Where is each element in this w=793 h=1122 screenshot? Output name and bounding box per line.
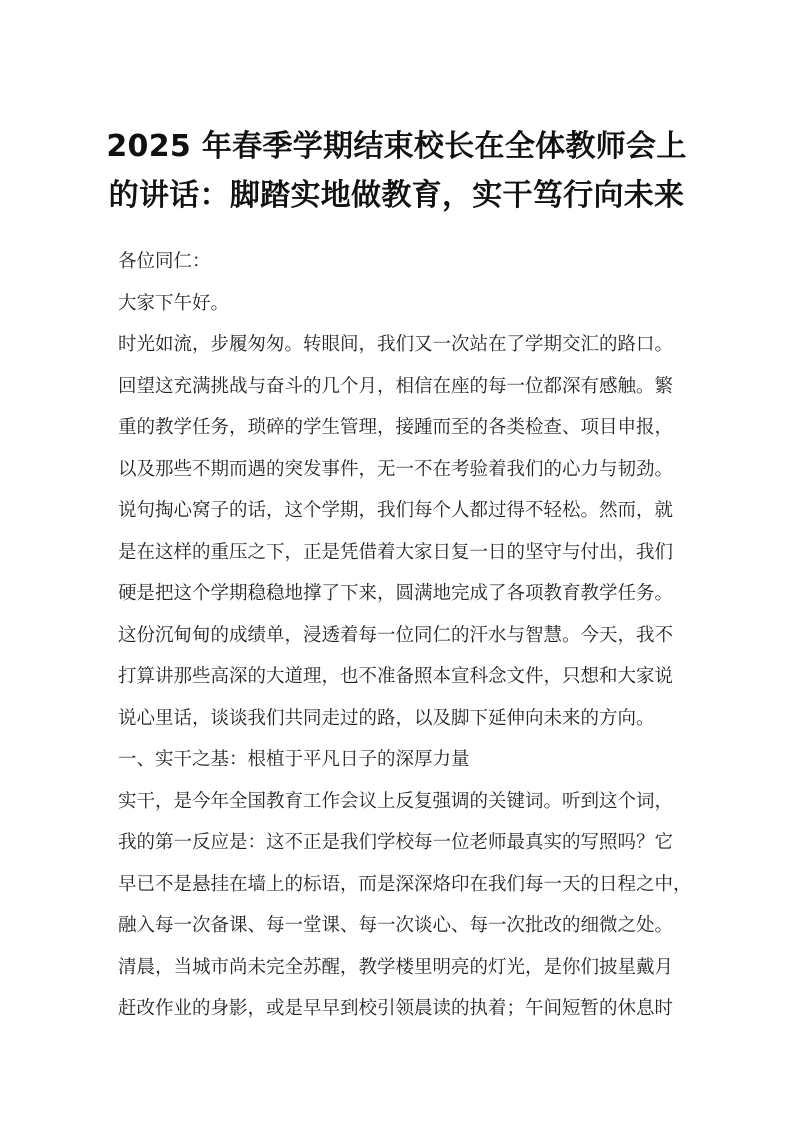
body-text-line: 大家下午好。	[118, 292, 230, 314]
body-text-line: 说心里话，谈谈我们共同走过的路，以及脚下延伸向未来的方向。	[118, 707, 655, 729]
body-text-line: 硬是把这个学期稳稳地撑了下来，圆满地完成了各项教育教学任务。	[118, 583, 674, 604]
body-text-line: 早已不是悬挂在墙上的标语，而是深深烙印在我们每一天的日程之中，	[118, 873, 692, 895]
document-title-line-2: 的讲话：脚踏实地做教育，实干笃行向未来	[108, 178, 685, 213]
body-text-line: 融入每一次备课、每一堂课、每一次谈心、每一次批改的细微之处。	[118, 915, 674, 936]
body-text-line: 实干，是今年全国教育工作会议上反复强调的关键词。听到这个词，	[118, 790, 674, 812]
body-text-line: 说句掏心窝子的话，这个学期，我们每个人都过得不轻松。然而，就	[118, 500, 674, 521]
section-heading: 一、实干之基：根植于平凡日子的深厚力量	[118, 749, 470, 770]
body-text-line: 清晨，当城市尚未完全苏醒，教学楼里明亮的灯光，是你们披星戴月	[118, 956, 674, 978]
document-body	[118, 248, 692, 1037]
body-text-line: 回望这充满挑战与奋斗的几个月，相信在座的每一位都深有感触。繁	[118, 375, 674, 397]
body-text-line: 赶改作业的身影，或是早早到校引领晨读的执着；午间短暂的休息时	[118, 998, 674, 1019]
body-text-line: 以及那些不期而遇的突发事件，无一不在考验着我们的心力与韧劲。	[118, 458, 674, 480]
body-text-line: 重的教学任务，琐碎的学生管理，接踵而至的各类检查、项目申报，	[118, 417, 674, 438]
body-text-line: 时光如流，步履匆匆。转眼间，我们又一次站在了学期交汇的路口。	[118, 334, 674, 355]
body-text-line: 我的第一反应是：这不正是我们学校每一位老师最真实的写照吗？它	[118, 832, 674, 853]
body-text-line: 各位同仁：	[118, 251, 211, 272]
document-title-line-1: 2025 年春季学期结束校长在全体教师会上	[106, 129, 687, 164]
body-text-line: 是在这样的重压之下，正是凭借着大家日复一日的坚守与付出，我们	[118, 541, 674, 563]
body-text-line: 打算讲那些高深的大道理，也不准备照本宣科念文件，只想和大家说	[118, 666, 674, 687]
body-text-line: 这份沉甸甸的成绩单，浸透着每一位同仁的汗水与智慧。今天，我不	[118, 624, 674, 646]
